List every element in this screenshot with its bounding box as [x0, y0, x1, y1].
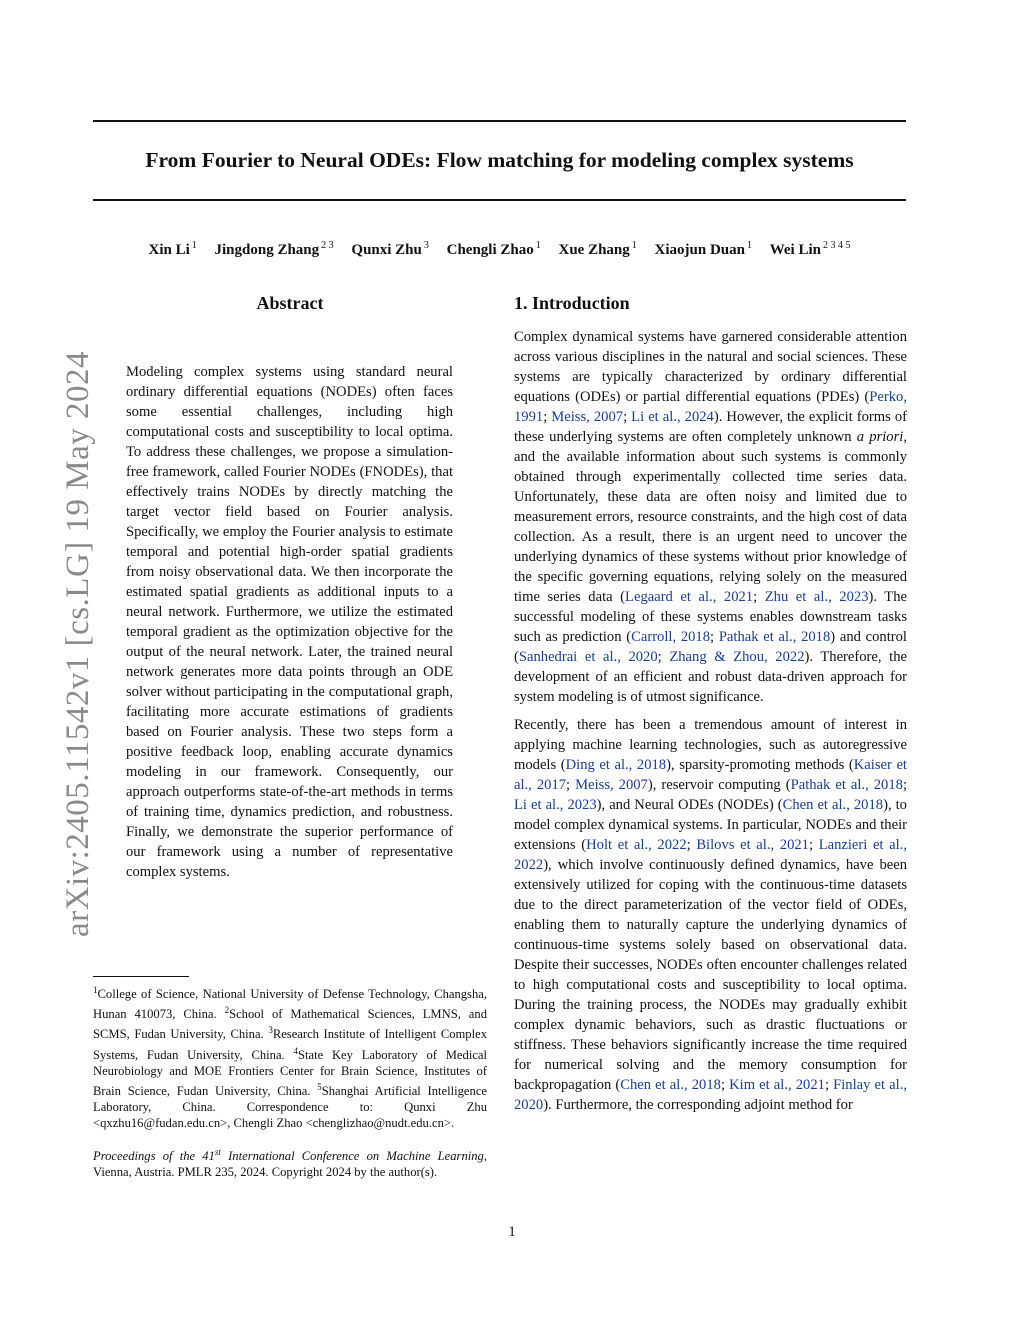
affiliations-footnote: $^1$College of Science, National University of Defense Technology, Changsha, Hunan 410073, China. $^2$School of Mathematical Sciences, LMNS, and SCMS, Fudan University, China. $^3$Research Institute of Intelligent Complex Systems, Fudan University, China. $^4$State Key Laboratory of Medical Neurobiology and MOE Frontiers Center for Brain Science, Institutes of Brain Science, Fudan University, China. $^5$Shanghai Artificial Intelligence Laboratory, China. Correspondence to: Qunxi Zhu <qxzhu16@fudan.edu.cn>, Chengli Zhao <chenglizhao@nudt.edu.cn>. [93, 985, 487, 1131]
citation-link[interactable]: Zhang & Zhou, 2022 [669, 649, 805, 665]
title-rule-bottom [93, 199, 906, 201]
page-number: 1 [508, 1224, 516, 1240]
author-name: Qunxi Zhu [351, 242, 422, 258]
intro-paragraph: Complex dynamical systems have garnered considerable attention across various disciplines in the natural and social sciences. These systems are typically characterized by ordinary differential equations (ODEs) or partial differential equations (PDEs) (Perko, 1991; Meiss, 2007; Li et al., 2024). However, the explicit forms of these underlying systems are often completely unknown a priori, and the available information about such systems is commonly obtained through experimentally collected time series data. Unfortunately, these data are often noisy and limited due to measurement errors, resource constraints, and the high cost of data collection. As a result, there is an urgent need to uncover the underlying dynamics of these systems without prior knowledge of the specific governing equations, relying solely on the measured time series data (Legaard et al., 2021; Zhu et al., 2023). The successful modeling of these systems enables downstream tasks such as prediction (Carroll, 2018; Pathak et al., 2018) and control (Sanhedrai et al., 2020; Zhang & Zhou, 2022). Therefore, the development of an efficient and robust data-driven approach for system modeling is of utmost significance. [514, 329, 908, 705]
author [558, 242, 636, 258]
citation-link[interactable]: Ding et al., 2018 [565, 757, 667, 773]
citation-link[interactable]: Kaiser et al., 2017 [514, 757, 907, 793]
author-name: Xin Li [148, 242, 190, 258]
citation-link[interactable]: Pathak et al., 2018 [790, 777, 903, 793]
author-name: Wei Lin [769, 242, 821, 258]
author-affiliation: 1 [746, 240, 752, 251]
introduction-heading: 1. Introduction [514, 293, 630, 313]
author-affiliation: 2 3 4 5 [822, 240, 851, 251]
citation-link[interactable]: Kim et al., 2021 [729, 1077, 825, 1093]
author [351, 242, 428, 258]
citation-link[interactable]: Zhu et al., 2023 [764, 589, 869, 605]
proceedings-note: Proceedings of the 41st International Conference on Machine Learning, Vienna, Austria. PMLR 235, 2024. Copyright 2024 by the author(s). [93, 1146, 487, 1179]
author-affiliation: 1 [535, 240, 541, 251]
citation-link[interactable]: Sanhedrai et al., 2020 [518, 649, 658, 665]
citation-link[interactable]: Pathak et al., 2018 [718, 629, 831, 645]
abstract-body: Modeling complex systems using standard neural ordinary differential equations (NODEs) often faces some essential challenges, including high computational costs and susceptibility to local optima. To address these challenges, we propose a simulation-free framework, called Fourier NODEs (FNODEs), that effectively trains NODEs by directly matching the target vector field based on Fourier analysis. Specifically, we employ the Fourier analysis to estimate temporal and potential high-order spatial gradients from noisy observational data. We then incorporate the estimated spatial gradients as additional inputs to a neural network. Furthermore, we utilize the estimated temporal gradient as the optimization objective for the output of the neural network. Later, the trained neural network generates more data points through an ODE solver without participating in the computational graph, facilitating more accurate estimations of gradients based on Fourier analysis. These two steps form a positive feedback loop, enabling accurate dynamics modeling in our framework. Consequently, our approach outperforms state-of-the-art methods in terms of training time, dynamics prediction, and robustness. Finally, we demonstrate the superior performance of our framework using a number of representative complex systems. [126, 364, 453, 880]
citation-link[interactable]: Chen et al., 2018 [782, 797, 884, 813]
right-column [514, 290, 907, 1115]
footnote-divider [93, 976, 189, 977]
citation-link[interactable]: Li et al., 2023 [514, 797, 597, 813]
citation-link[interactable]: Carroll, 2018 [631, 629, 711, 645]
citation-link[interactable]: Holt et al., 2022 [586, 837, 687, 853]
citation-link[interactable]: Perko, 1991 [514, 389, 907, 425]
author-name: Jingdong Zhang [214, 242, 320, 258]
intro-paragraph: Recently, there has been a tremendous amount of interest in applying machine learning technologies, such as autoregressive models (Ding et al., 2018), sparsity-promoting methods (Kaiser et al., 2017; Meiss, 2007), reservoir computing (Pathak et al., 2018; Li et al., 2023), and Neural ODEs (NODEs) (Chen et al., 2018), to model complex dynamical systems. In particular, NODEs and their extensions (Holt et al., 2022; Bilovs et al., 2021; Lanzieri et al., 2022), which involve continuously defined dynamics, have been extensively utilized for coping with the continuous-time datasets due to the direct parameterization of the vector field of ODEs, enabling them to naturally capture the underlying dynamics of continuous-time systems solely based on observational data. Despite their successes, NODEs often encounter challenges related to high computational costs and susceptibility to local optima. During the training process, the NODEs may gradually exhibit complex dynamic behaviors, such as drastic fluctuations or stiffness. These behaviors significantly increase the time required for numerical solving and the memory consumption for backpropagation (Chen et al., 2018; Kim et al., 2021; Finlay et al., 2020). Furthermore, the corresponding adjoint method for [514, 717, 907, 1113]
paper-title: From Fourier to Neural ODEs: Flow matching for modeling complex systems [145, 148, 854, 172]
author-name: Xiaojun Duan [654, 242, 745, 258]
citation-link[interactable]: Bilovs et al., 2021 [696, 837, 809, 853]
citation-link[interactable]: Meiss, 2007 [551, 409, 624, 425]
citation-link[interactable]: Chen et al., 2018 [620, 1077, 721, 1093]
emphasis-text: a priori [856, 429, 904, 445]
author-name: Xue Zhang [558, 242, 630, 258]
citation-link[interactable]: Meiss, 2007 [575, 777, 648, 793]
left-column [93, 290, 487, 1179]
arxiv-side-label: arXiv:2405.11542v1 [cs.LG] 19 May 2024 [60, 350, 96, 937]
author [447, 242, 541, 258]
author [149, 242, 197, 258]
author-affiliation: 2 3 [321, 240, 334, 251]
author [215, 242, 334, 258]
footnotes [93, 982, 487, 1180]
author-affiliation: 3 [423, 240, 429, 251]
author-list [93, 235, 906, 261]
author-affiliation: 1 [631, 240, 637, 251]
citation-link[interactable]: Legaard et al., 2021 [625, 589, 754, 605]
title-rule-top [93, 120, 906, 122]
author-affiliation: 1 [191, 240, 197, 251]
citation-link[interactable]: Lanzieri et al., 2022 [514, 837, 907, 873]
author [770, 242, 851, 258]
abstract-heading: Abstract [256, 293, 324, 313]
citation-link[interactable]: Li et al., 2024 [631, 409, 714, 425]
author-name: Chengli Zhao [446, 242, 534, 258]
author [655, 242, 752, 258]
correspondence-note: Correspondence to: Qunxi Zhu <qxzhu16@fudan.edu.cn>, Chengli Zhao <chenglizhao@nudt.edu.cn>. [93, 1100, 487, 1131]
citation-link[interactable]: Finlay et al., 2020 [514, 1077, 907, 1113]
